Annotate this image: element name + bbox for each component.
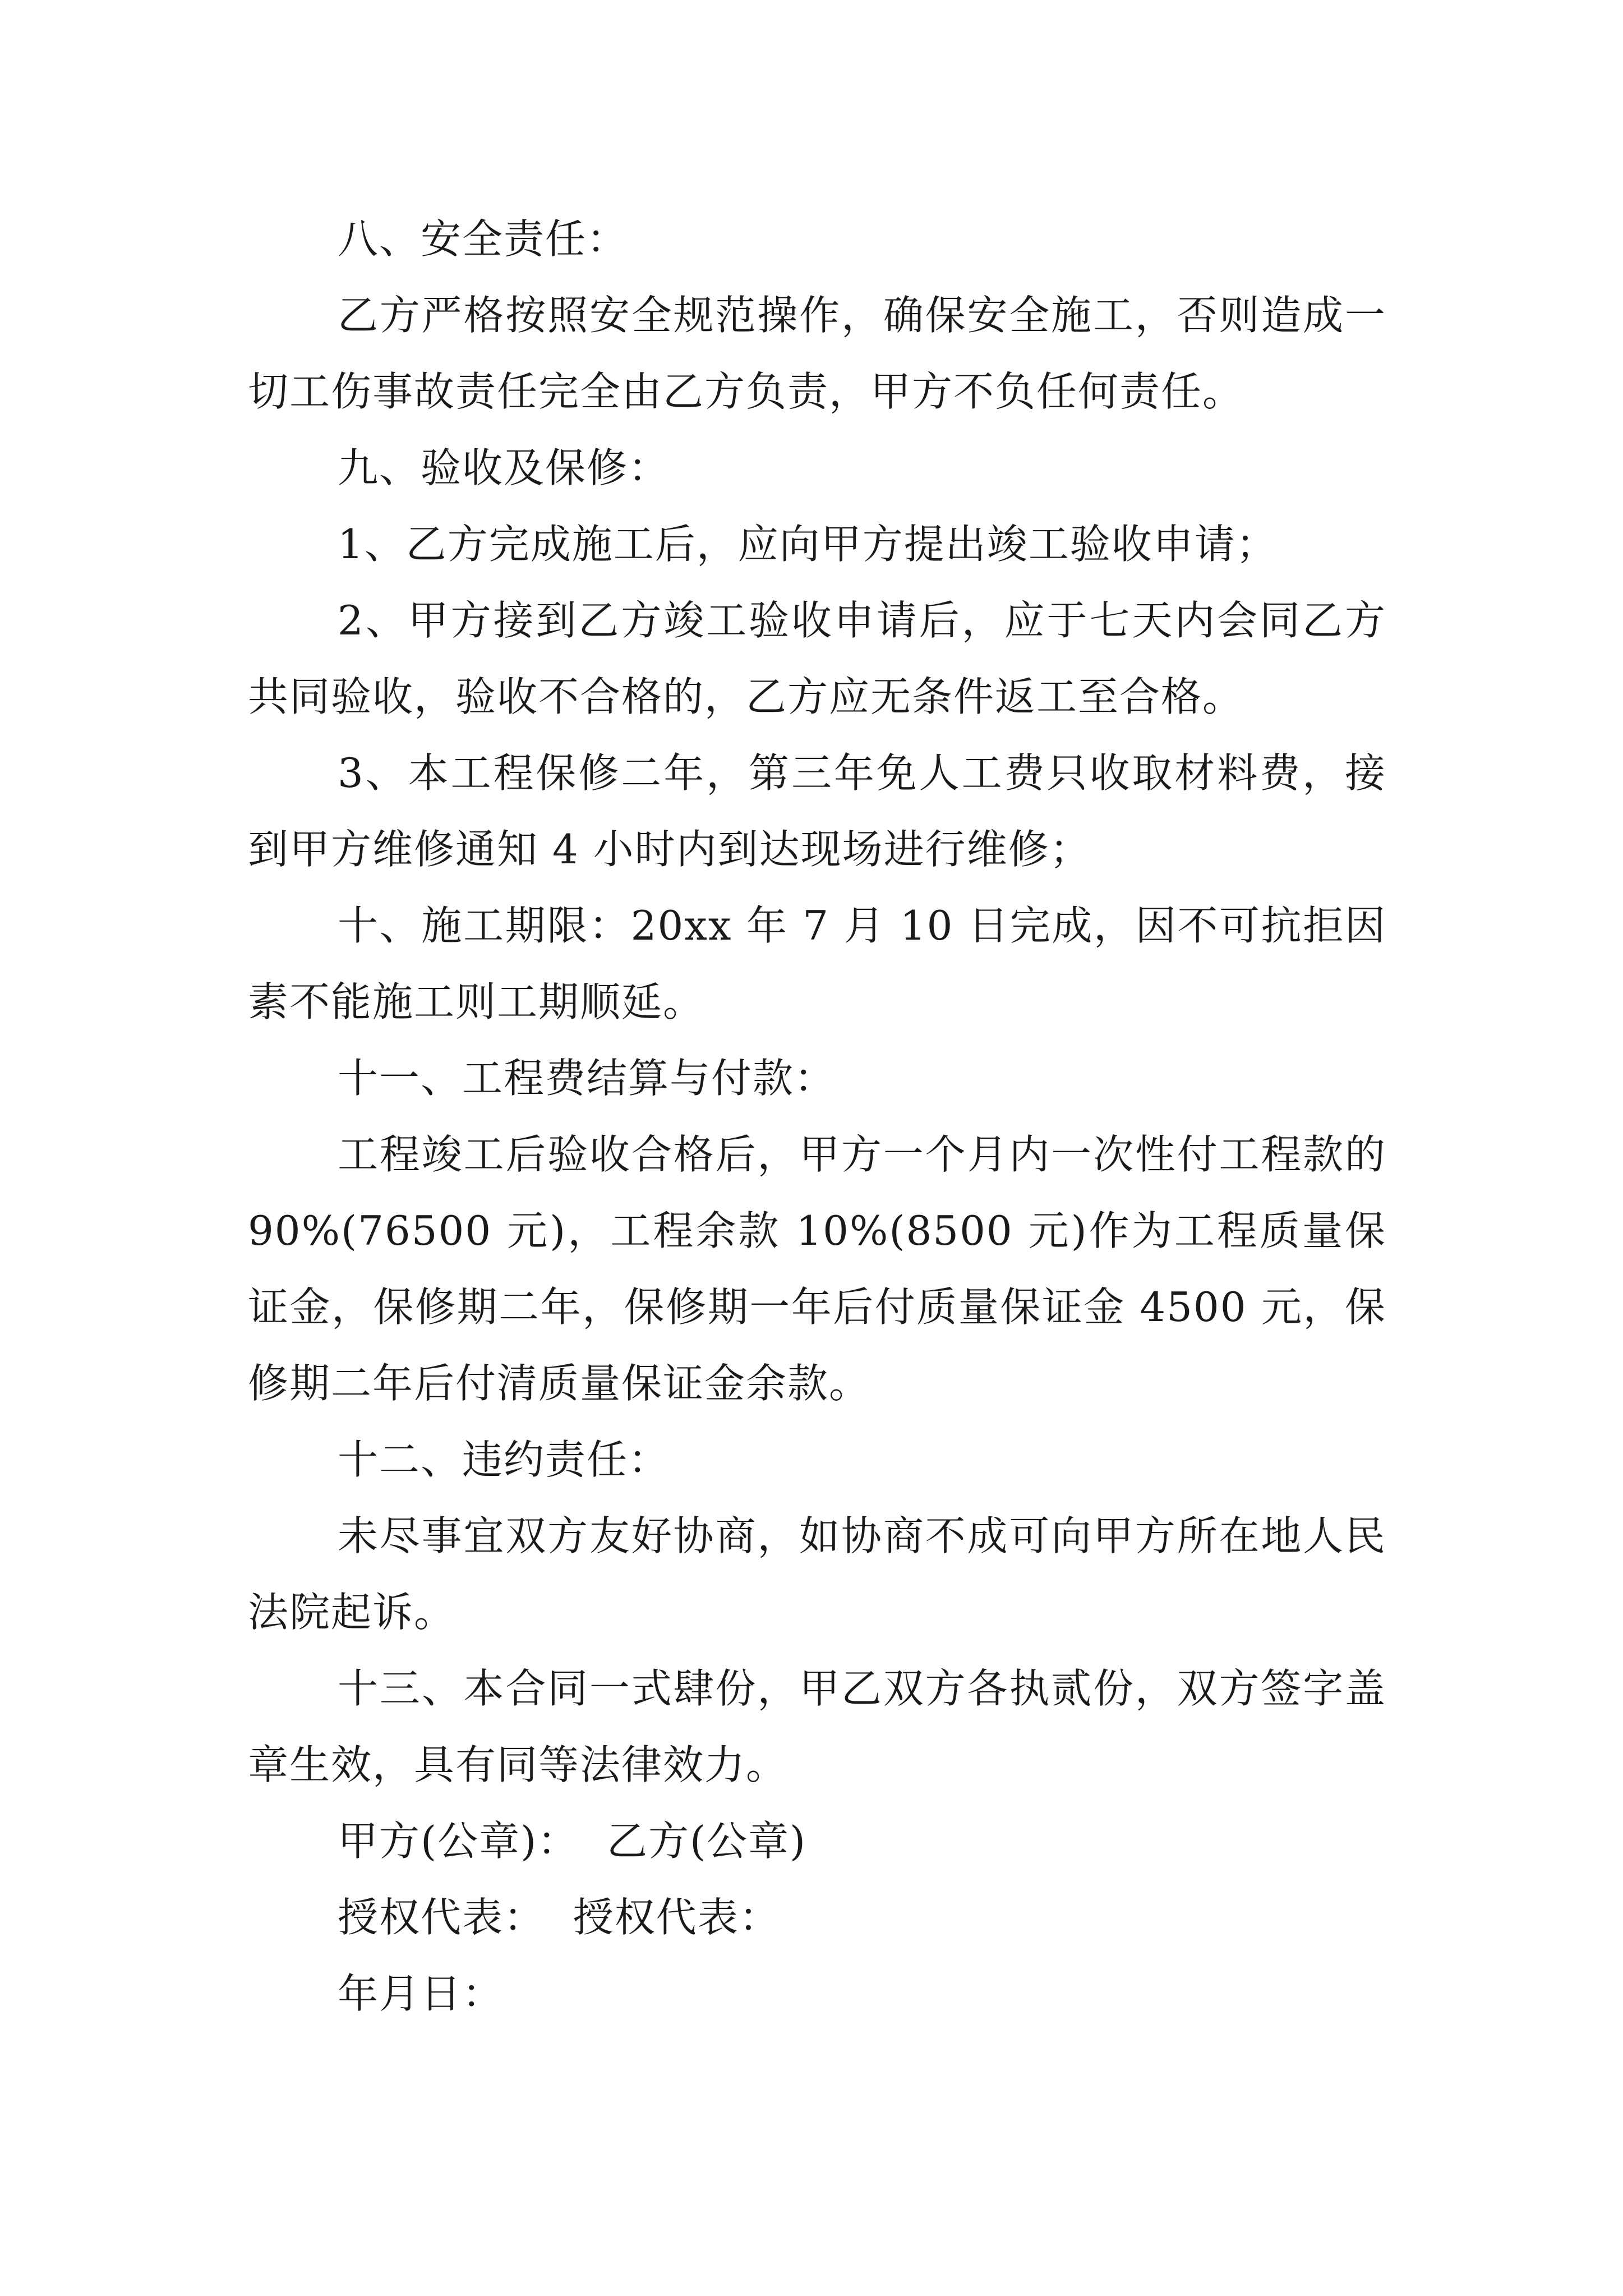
party-b-seal: 乙方(公章) — [606, 1818, 807, 1865]
paragraph-acceptance-2: 2、甲方接到乙方竣工验收申请后，应于七天内会同乙方共同验收，验收不合格的，乙方应无条件返工至合格。 — [248, 597, 1386, 720]
signature-date-line — [248, 1955, 1386, 2032]
party-b-representative: 授权代表： — [573, 1894, 781, 1941]
signature-date: 年月日： — [338, 1970, 504, 2017]
heading-safety: 八、安全责任： — [338, 215, 629, 263]
party-a-seal: 甲方(公章)： — [338, 1818, 579, 1865]
signature-rep-line — [248, 1879, 1386, 1955]
paragraph-acceptance-1: 1、乙方完成施工后，应向甲方提出竣工验收申请； — [338, 521, 1278, 568]
party-a-representative: 授权代表： — [338, 1894, 546, 1941]
heading-liability: 十二、违约责任： — [338, 1436, 670, 1483]
signature-seal-line — [248, 1803, 1386, 1879]
heading-payment: 十一、工程费结算与付款： — [338, 1055, 836, 1102]
paragraph-copies: 十三、本合同一式肆份，甲乙双方各执贰份，双方签字盖章生效，具有同等法律效力。 — [248, 1665, 1386, 1788]
paragraph-construction-period: 十、施工期限：20xx 年 7 月 10 日完成，因不可抗拒因素不能施工则工期顺延。 — [248, 902, 1386, 1025]
paragraph-payment: 工程竣工后验收合格后，甲方一个月内一次性付工程款的 90%(76500 元)，工程余款 10%(8500 元)作为工程质量保证金，保修期二年，保修期一年后付质量保证金 4500 元，保修期二年后付清质量保证金余款。 — [248, 1131, 1386, 1407]
paragraph-liability: 未尽事宜双方友好协商，如协商不成可向甲方所在地人民法院起诉。 — [248, 1512, 1386, 1636]
heading-acceptance: 九、验收及保修： — [338, 444, 670, 491]
contract-body — [248, 201, 1386, 2032]
paragraph-safety: 乙方严格按照安全规范操作，确保安全施工，否则造成一切工伤事故责任完全由乙方负责，甲方不负任何责任。 — [248, 292, 1386, 415]
paragraph-acceptance-3: 3、本工程保修二年，第三年免人工费只收取材料费，接到甲方维修通知 4 小时内到达现场进行维修； — [248, 749, 1386, 873]
